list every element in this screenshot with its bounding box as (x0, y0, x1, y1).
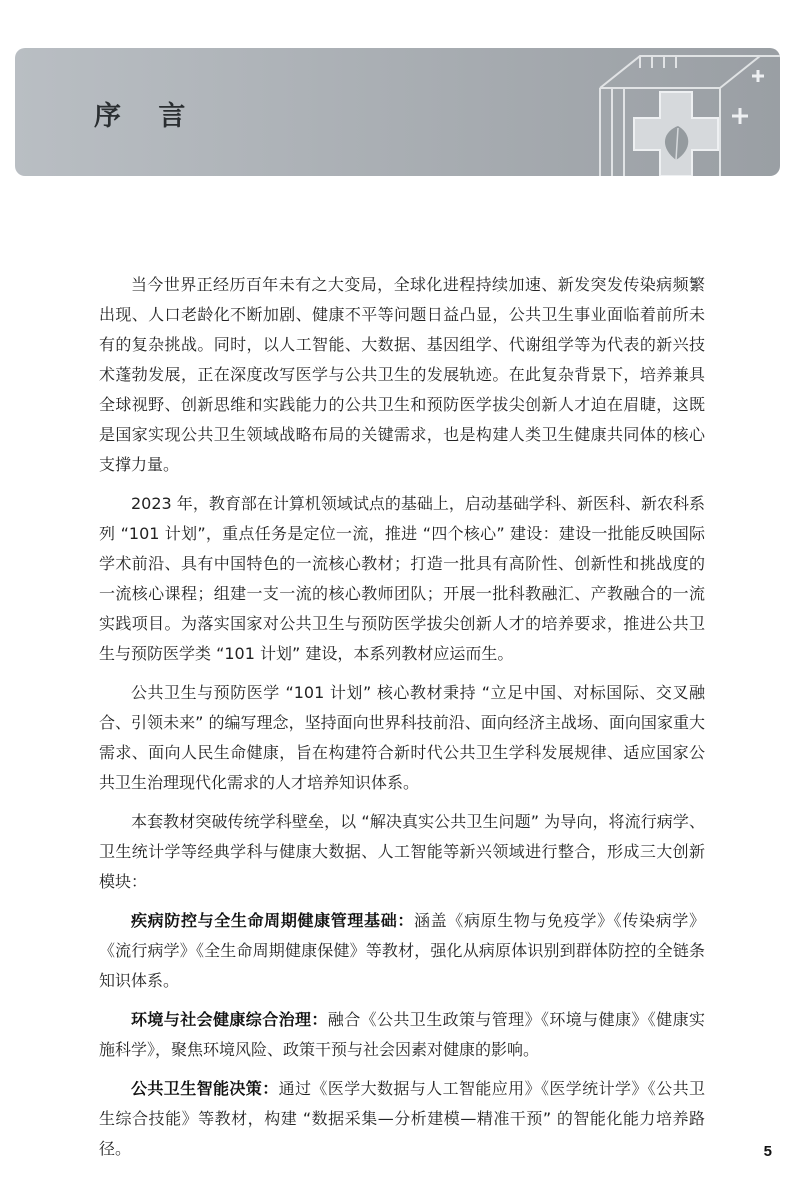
paragraph-1 (99, 270, 705, 480)
module-heading: 环境与社会健康综合治理： (131, 1010, 328, 1029)
module-environment-governance (99, 1005, 705, 1065)
paragraph-text: 当今世界正经历百年未有之大变局，全球化进程持续加速、新发突发传染病频繁出现、人口老龄化不断加剧、健康不平等问题日益凸显，公共卫生事业面临着前所未有的复杂挑战。同时，以人工智能、大数据、基因组学、代谢组学等为代表的新兴技术蓬勃发展，正在深度改写医学与公共卫生的发展轨迹。在此复杂背景下，培养兼具全球视野、创新思维和实践能力的公共卫生和预防医学拔尖创新人才迫在眉睫，这既是国家实现公共卫生领域战略布局的关键需求，也是构建人类卫生健康共同体的核心支撑力量。 (99, 275, 705, 474)
paragraph-4 (99, 807, 705, 897)
module-text: 涵盖《病原生物与免疫学》《传染病学》《流行病学》《全生命周期健康保健》等教材，强化从病原体识别到群体防控的全链条知识体系。 (99, 911, 705, 990)
paragraph-text: 本套教材突破传统学科壁垒，以 “解决真实公共卫生问题” 为导向，将流行病学、卫生统计学等经典学科与健康大数据、人工智能等新兴领域进行整合，形成三大创新模块： (99, 812, 705, 891)
paragraph-text: 2023 年，教育部在计算机领域试点的基础上，启动基础学科、新医科、新农科系列 “101 计划”，重点任务是定位一流，推进 “四个核心” 建设：建设一批能反映国际学术前沿、具有中国特色的一流核心教材；打造一批具有高阶性、创新性和挑战度的一流核心课程；组建一支一流的核心教师团队；开展一批科教融汇、产教融合的一流实践项目。为落实国家对公共卫生与预防医学拔尖创新人才的培养要求，推进公共卫生与预防医学类 “101 计划” 建设，本系列教材应运而生。 (99, 494, 705, 663)
page-title: 序 言 (94, 101, 200, 132)
module-heading: 疾病防控与全生命周期健康管理基础： (131, 911, 414, 930)
module-text: 融合《公共卫生政策与管理》《环境与健康》《健康实施科学》，聚焦环境风险、政策干预与社会因素对健康的影响。 (99, 1010, 705, 1059)
module-heading: 公共卫生智能决策： (131, 1079, 279, 1098)
paragraph-2 (99, 489, 705, 669)
paragraph-text: 公共卫生与预防医学 “101 计划” 核心教材秉持 “立足中国、对标国际、交叉融合、引领未来” 的编写理念，坚持面向世界科技前沿、面向经济主战场、面向国家重大需求、面向人民生命健康，旨在构建符合新时代公共卫生学科发展规律、适应国家公共卫生治理现代化需求的人才培养知识体系。 (99, 683, 705, 792)
medical-cross-leaf-icon (580, 48, 780, 176)
header-banner (15, 48, 780, 176)
module-disease-control (99, 906, 705, 996)
preface-body (99, 270, 705, 1173)
module-text: 通过《医学大数据与人工智能应用》《医学统计学》《公共卫生综合技能》等教材，构建 “数据采集—分析建模—精准干预” 的智能化能力培养路径。 (99, 1079, 705, 1158)
paragraph-3 (99, 678, 705, 798)
module-intelligent-decision (99, 1074, 705, 1164)
page-number: 5 (763, 1143, 772, 1160)
